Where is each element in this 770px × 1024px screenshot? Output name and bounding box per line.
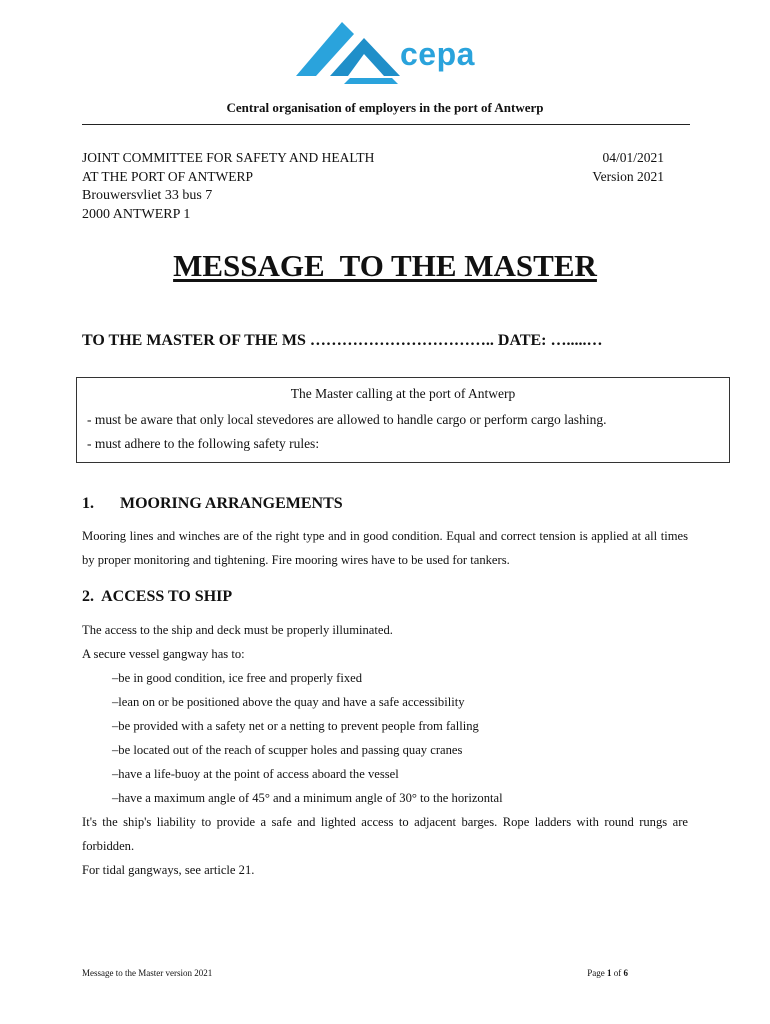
footer-document-name: Message to the Master version 2021 bbox=[82, 968, 213, 978]
address-line-3: Brouwersvliet 33 bus 7 bbox=[82, 188, 213, 203]
section-heading-mooring bbox=[82, 495, 343, 513]
list-item: –be located out of the reach of scupper holes and passing quay cranes bbox=[112, 743, 463, 757]
mooring-paragraph: Mooring lines and winches are of the right type and in good condition. Equal and correct tension is applied at all times by proper monitoring and tightening. Fire mooring wires have to be used for tankers. bbox=[82, 529, 688, 567]
cepa-logo bbox=[292, 18, 482, 88]
document-version: Version 2021 bbox=[592, 169, 664, 184]
list-item: –have a life-buoy at the point of access aboard the vessel bbox=[112, 767, 399, 781]
total-pages: 6 bbox=[623, 968, 628, 978]
list-item: –be in good condition, ice free and properly fixed bbox=[112, 671, 363, 685]
document-date: 04/01/2021 bbox=[602, 150, 664, 165]
date-version-block bbox=[592, 148, 664, 186]
page-label: Page bbox=[587, 968, 605, 978]
cepa-logo-mark-icon bbox=[292, 18, 402, 88]
notice-line-1: - must be aware that only local stevedores are allowed to handle cargo or perform cargo lashing. bbox=[87, 412, 607, 427]
section-title: MOORING ARRANGEMENTS bbox=[120, 495, 343, 512]
page-title: MESSAGE TO THE MASTER bbox=[173, 248, 597, 283]
of-label: of bbox=[613, 968, 622, 978]
to-master-line: TO THE MASTER OF THE MS …………………………….. DATE: ….....… bbox=[82, 332, 603, 349]
address-line-2: AT THE PORT OF ANTWERP bbox=[82, 169, 253, 184]
footer-page-number bbox=[587, 968, 628, 978]
notice-heading: The Master calling at the port of Antwerp bbox=[290, 386, 516, 401]
logo-wordmark: cepa bbox=[400, 36, 475, 72]
address-line-4: 2000 ANTWERP 1 bbox=[82, 207, 191, 222]
list-item: –be provided with a safety net or a netting to prevent people from falling bbox=[112, 719, 479, 733]
list-item: –have a maximum angle of 45° and a minimum angle of 30° to the horizontal bbox=[112, 791, 503, 805]
notice-box bbox=[76, 377, 730, 463]
organisation-name: Central organisation of employers in the port of Antwerp bbox=[226, 100, 544, 115]
address-block bbox=[82, 148, 374, 224]
notice-line-2: - must adhere to the following safety rules: bbox=[87, 436, 320, 451]
list-item: –lean on or be positioned above the quay and have a safe accessibility bbox=[112, 695, 465, 709]
address-line-1: JOINT COMMITTEE FOR SAFETY AND HEALTH bbox=[82, 150, 375, 165]
section-heading-access: 2. ACCESS TO SHIP bbox=[82, 588, 233, 605]
section-number: 1. bbox=[82, 495, 94, 512]
tidal-gangway-note: For tidal gangways, see article 21. bbox=[82, 863, 255, 877]
liability-paragraph: It's the ship's liability to provide a safe and lighted access to adjacent barges. Rope ladders with round rungs are forbidden. bbox=[82, 815, 688, 853]
current-page: 1 bbox=[607, 968, 612, 978]
access-intro-2: A secure vessel gangway has to: bbox=[82, 647, 245, 661]
access-intro-1: The access to the ship and deck must be properly illuminated. bbox=[82, 623, 393, 637]
header-divider bbox=[82, 124, 690, 125]
access-section-body bbox=[82, 618, 688, 882]
